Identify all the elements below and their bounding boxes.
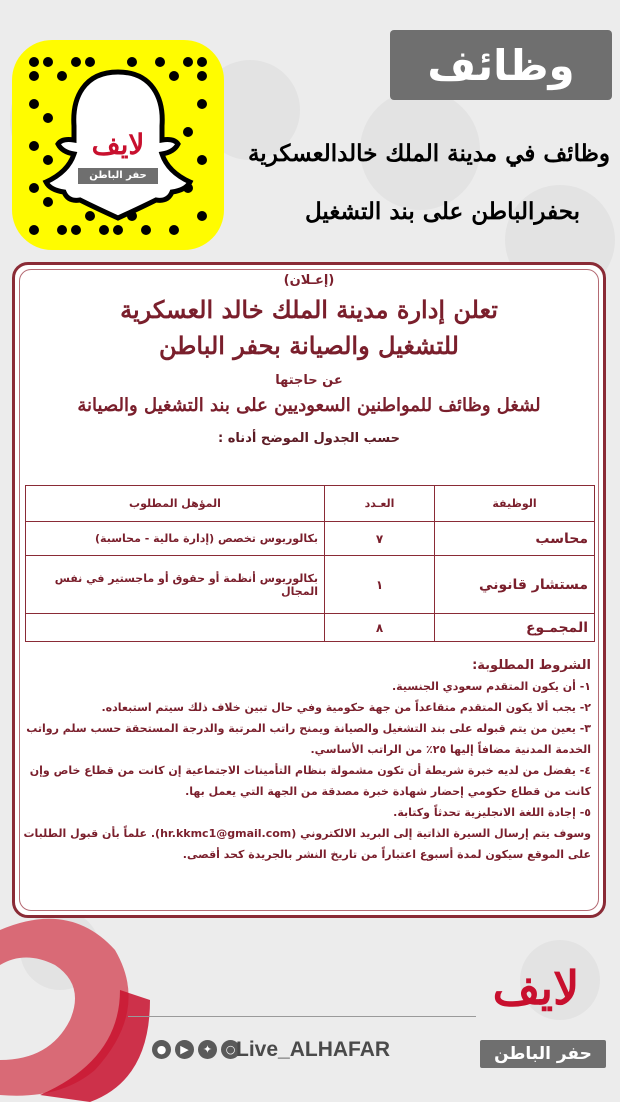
announce-title-line1: تعلن إدارة مدينة الملك خالد العسكرية (120, 295, 498, 324)
condition-item: ٥- إجادة اللغة الانجليزية تحدثاً وكتابة. (393, 806, 591, 819)
snapcode-logo-tag: حفر الباطن (78, 168, 158, 184)
count-cell: ٨ (325, 614, 435, 642)
headline-line2: بحفرالباطن على بند التشغيل (305, 198, 580, 225)
count-cell: ٧ (325, 522, 435, 556)
condition-item: ٣- يعين من يتم قبوله على بند التشغيل والصيانة ويمنح راتب المرتبة والدرجة المستحقة حسب سلم رواتب الخدمة المدنية مضافاً إليها ٢٥٪ من الراتب الأساسي. (26, 722, 591, 756)
qualification-cell: بكالوريوس تخصص (إدارة مالية - محاسبة) (26, 522, 325, 556)
brand-logo-tag: حفر الباطن (480, 1040, 606, 1068)
table-row (26, 522, 595, 556)
condition-item: وسوف يتم إرسال السيرة الذاتية إلى البريد الالكتروني (hr.kkmc1@gmail.com). علماً بأن قبول الطلبات على الموقع سيكون لمدة أسبوع اعتباراً من تاريخ النشر بالجريدة كحد أقصى. (23, 827, 591, 861)
qualification-cell: بكالوريوس أنظمة أو حقوق أو ماجستير في نفس المجال (26, 556, 325, 614)
header-qualification: المؤهل المطلوب (26, 486, 325, 522)
count-cell: ١ (325, 556, 435, 614)
snapchat-icon[interactable]: ● (152, 1040, 171, 1059)
instagram-icon[interactable]: ○ (221, 1040, 240, 1059)
announce-title-line2: للتشغيل والصيانة بحفر الباطن (159, 331, 459, 360)
job-cell: محاسب (435, 522, 595, 556)
jobs-table (25, 485, 595, 642)
header-count: العـدد (325, 486, 435, 522)
jobs-banner: وظائف (390, 30, 612, 100)
youtube-icon[interactable]: ▶ (175, 1040, 194, 1059)
announcement-box (12, 262, 606, 918)
headline-line1: وظائف في مدينة الملك خالدالعسكرية (247, 140, 610, 167)
brand-logo-word: لايف (492, 961, 580, 1015)
snapcode-logo-word: لايف (91, 128, 145, 161)
qualification-cell (26, 614, 325, 642)
table-row (26, 614, 595, 642)
footer-divider (128, 1016, 476, 1017)
condition-item: ٤- يفضل من لديه خبرة شريطة أن تكون مشمولة بنظام التأمينات الاجتماعية إن كانت من قطاع خاص وإن كانت من قطاع حكومي إحضار شهادة خبرة مصدقة من الجهة التي يعمل بها. (29, 764, 591, 798)
table-header-row (26, 486, 595, 522)
table-row (26, 556, 595, 614)
conditions-title: الشروط المطلوبة: (472, 658, 591, 673)
condition-item: ٢- يجب ألا يكون المتقدم متقاعداً من جهة حكومية وفي حال تبين خلاف ذلك سيتم استبعاده. (101, 701, 591, 714)
twitter-icon[interactable]: ✦ (198, 1040, 217, 1059)
condition-item: ١- أن يكون المتقدم سعودي الجنسية. (391, 680, 591, 693)
announce-jobs-line: لشغل وظائف للمواطنين السعوديين على بند التشغيل والصيانة (77, 395, 541, 416)
announce-need: عن حاجتها (275, 373, 343, 388)
social-icons (152, 1040, 240, 1059)
job-cell: المجمـوع (435, 614, 595, 642)
social-handle[interactable]: Live_ALHAFAR (236, 1038, 391, 1061)
conditions-list (23, 655, 591, 865)
announce-label: (إعـلان) (283, 273, 335, 288)
header-job: الوظيفة (435, 486, 595, 522)
job-cell: مستشار قانوني (435, 556, 595, 614)
brand-swirl-shape (0, 919, 150, 1102)
announce-schedule: حسب الجدول الموضح أدناه : (218, 431, 400, 446)
